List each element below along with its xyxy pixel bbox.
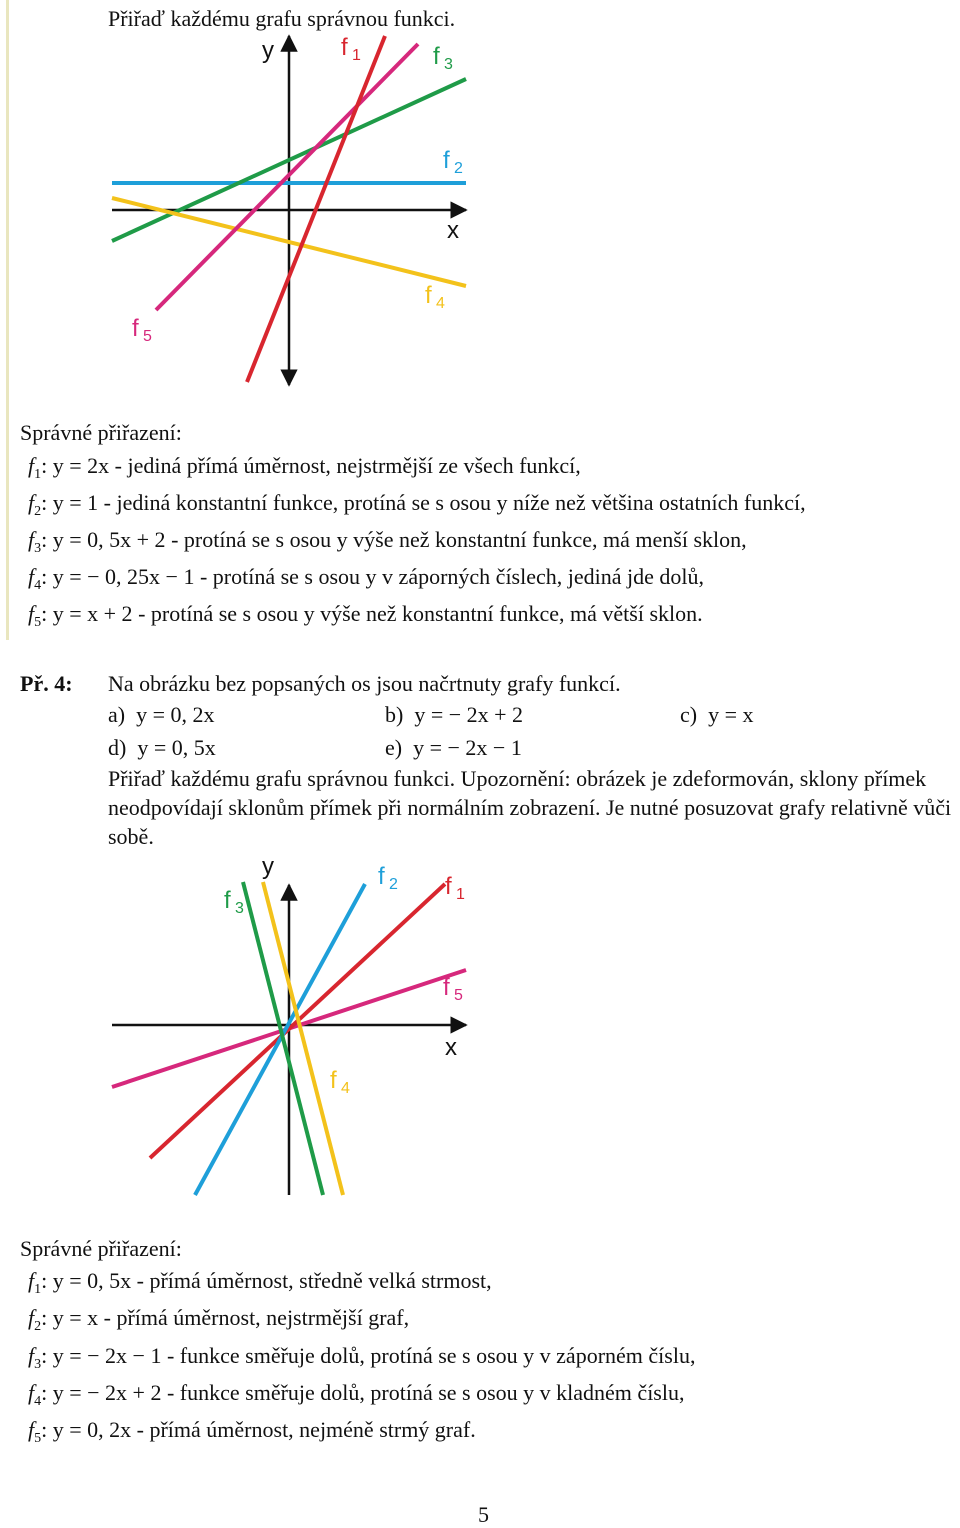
svg-text:f: f	[433, 43, 440, 70]
graph-1-line-f5	[156, 44, 418, 310]
graph-1-label-f1	[341, 34, 361, 64]
option-c: c) y = x	[680, 702, 754, 727]
svg-text:f: f	[443, 147, 450, 174]
graph-1-label-f2	[443, 147, 463, 177]
graph-2-label-f5	[443, 974, 463, 1004]
top-instruction: Přiřaď každému grafu správnou funkci.	[108, 6, 456, 31]
graph-2-label-f2	[378, 863, 398, 893]
section-2-row-2: $f_2$: y = x - přímá úměrnost, nejstrmější graf,	[28, 1305, 410, 1334]
svg-text:f: f	[224, 887, 231, 914]
svg-text:4: 4	[341, 1080, 350, 1097]
graph-2-x-label: x	[445, 1034, 457, 1061]
svg-text:f: f	[445, 873, 452, 900]
svg-text:3: 3	[444, 56, 453, 73]
example-intro: Na obrázku bez popsaných os jsou načrtnuty grafy funkcí.	[108, 671, 621, 696]
section-1-row-1: $f_1$: y = 2x - jediná přímá úměrnost, nejstrmější ze všech funkcí,	[28, 453, 581, 482]
graph-1	[0, 0, 960, 400]
svg-text:5: 5	[143, 328, 152, 345]
section-2-row-4: $f_4$: y = − 2x + 2 - funkce směřuje dolů, protíná se s osou y v kladném číslu,	[28, 1380, 685, 1409]
graph-2-line-f4	[263, 882, 343, 1195]
svg-text:1: 1	[456, 886, 465, 903]
page-number: 5	[478, 1502, 489, 1527]
svg-text:2: 2	[454, 160, 463, 177]
svg-text:5: 5	[454, 987, 463, 1004]
svg-text:f: f	[443, 974, 450, 1001]
graph-2	[0, 840, 960, 1220]
graph-1-label-f3	[433, 43, 453, 73]
svg-text:2: 2	[389, 876, 398, 893]
graph-1-label-f5	[132, 315, 152, 345]
section-2-row-1: $f_1$: y = 0, 5x - přímá úměrnost, středně velká strmost,	[28, 1268, 492, 1297]
section-2-row-3: $f_3$: y = − 2x − 1 - funkce směřuje dolů, protíná se s osou y v záporném číslu,	[28, 1343, 696, 1372]
option-e: e) y = − 2x − 1	[385, 735, 522, 760]
option-b: b) y = − 2x + 2	[385, 702, 524, 727]
graph-1-label-f4	[425, 282, 445, 312]
section-1-row-5: $f_5$: y = x + 2 - protíná se s osou y výše než konstantní funkce, má větší sklon.	[28, 601, 703, 630]
section-1-row-4: $f_4$: y = − 0, 25x − 1 - protíná se s osou y v záporných číslech, jediná jde dolů,	[28, 564, 705, 593]
section-2-row-5: $f_5$: y = 0, 2x - přímá úměrnost, nejméně strmý graf.	[28, 1417, 476, 1446]
option-d: d) y = 0, 5x	[108, 735, 216, 760]
option-a: a) y = 0, 2x	[108, 702, 215, 727]
section-1-row-3: $f_3$: y = 0, 5x + 2 - protíná se s osou y výše než konstantní funkce, má menší sklon,	[28, 527, 747, 556]
graph-2-label-f1	[445, 873, 465, 903]
section-1-heading: Správné přiřazení:	[20, 420, 182, 445]
section-2-heading: Správné přiřazení:	[20, 1236, 182, 1261]
example-label: Př. 4:	[20, 671, 73, 696]
example-instruction: Přiřaď každému grafu správnou funkci. Upozornění: obrázek je zdeformován, sklony přímek neodpovídají sklonům přímek při normálním zobrazení. Je nutné posuzovat grafy relativně vůči sobě.	[108, 766, 952, 849]
graph-2-y-label: y	[262, 853, 274, 880]
svg-text:f: f	[330, 1067, 337, 1094]
graph-2-label-f4	[330, 1067, 350, 1097]
section-1-row-2: $f_2$: y = 1 - jediná konstantní funkce, protíná se s osou y níže než většina ostatních funkcí,	[28, 490, 806, 519]
graph-1-x-label: x	[447, 217, 459, 244]
graph-2-label-f3	[224, 887, 244, 917]
svg-text:f: f	[341, 34, 348, 61]
svg-text:f: f	[378, 863, 385, 890]
svg-text:f: f	[425, 282, 432, 309]
graph-1-y-label: y	[262, 37, 274, 64]
svg-text:4: 4	[436, 295, 445, 312]
svg-text:3: 3	[235, 900, 244, 917]
graph-2-line-f2	[195, 884, 365, 1195]
svg-text:1: 1	[352, 47, 361, 64]
svg-text:f: f	[132, 315, 139, 342]
